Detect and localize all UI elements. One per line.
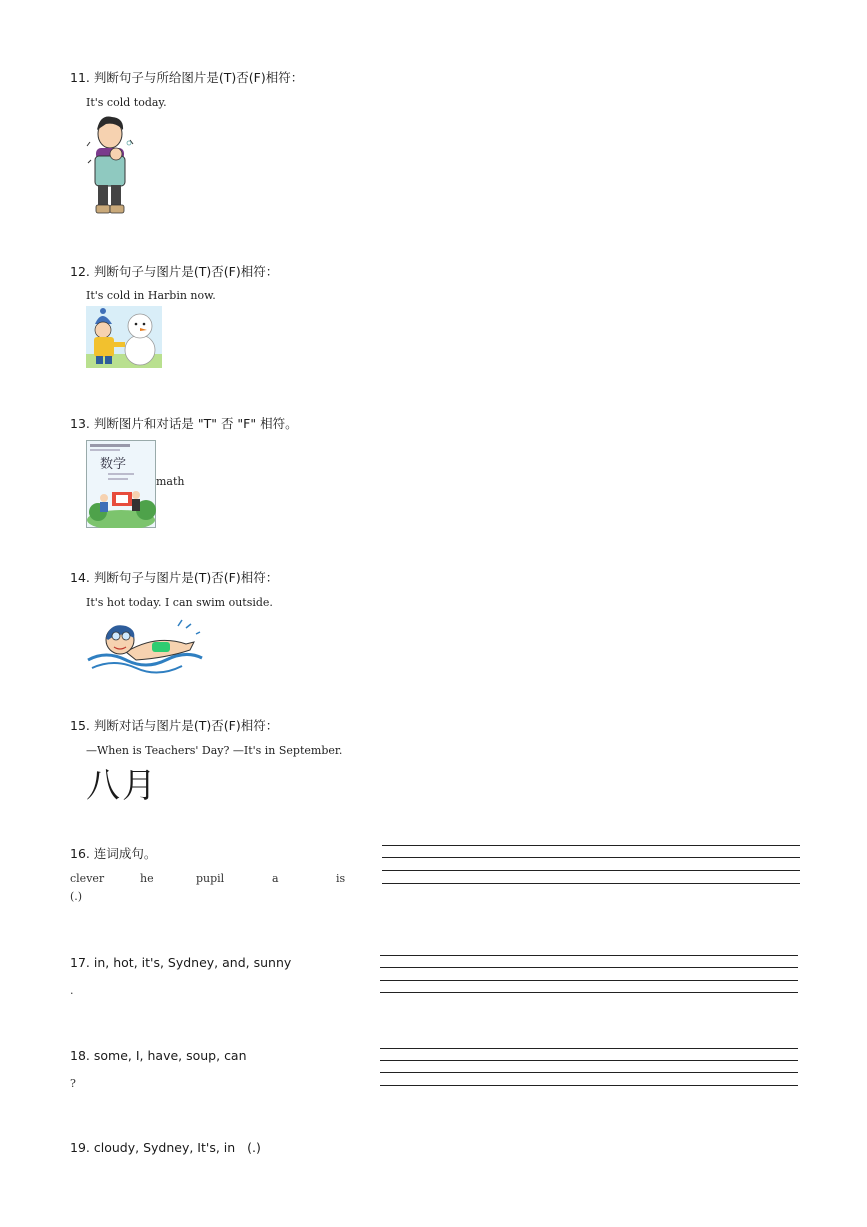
question-15-heading: 15. 判断对话与图片是(T)否(F)相符： xyxy=(70,718,279,733)
question-17-end: . xyxy=(70,984,74,997)
word-he: he xyxy=(140,872,154,885)
word-is: is xyxy=(336,872,346,885)
word-clever: clever xyxy=(70,872,105,885)
question-14-sentence: It's hot today. I can swim outside. xyxy=(86,596,273,609)
question-12-heading: 12. 判断句子与图片是(T)否(F)相符： xyxy=(70,264,279,279)
swimmer-icon xyxy=(86,614,204,676)
question-16-heading: 16. 连词成句。 xyxy=(70,846,157,861)
answer-lines-18[interactable] xyxy=(380,1048,798,1088)
question-19-heading: 19. cloudy, Sydney, It's, in (.) xyxy=(70,1140,261,1155)
word-pupil: pupil xyxy=(196,872,225,885)
question-11-sentence: It's cold today. xyxy=(86,96,167,109)
word-a: a xyxy=(272,872,279,885)
question-16-end: (.) xyxy=(70,890,83,903)
math-book-icon xyxy=(86,440,156,528)
question-13-label: math xyxy=(156,475,185,488)
question-11-heading: 11. 判断句子与所给图片是(T)否(F)相符： xyxy=(70,70,304,85)
svg-text:数学: 数学 xyxy=(100,457,127,472)
answer-lines-16[interactable] xyxy=(382,845,800,885)
answer-lines-17[interactable] xyxy=(380,955,798,995)
question-18-heading: 18. some, I, have, soup, can xyxy=(70,1048,247,1063)
question-15-sentence: —When is Teachers' Day? —It's in September. xyxy=(86,744,343,757)
question-14-heading: 14. 判断句子与图片是(T)否(F)相符： xyxy=(70,570,279,585)
question-18-end: ? xyxy=(70,1077,76,1090)
question-13-heading: 13. 判断图片和对话是 "T" 否 "F" 相符。 xyxy=(70,416,298,431)
month-image-text: 八月 xyxy=(86,766,158,806)
snowman-icon xyxy=(86,306,162,368)
question-17-heading: 17. in, hot, it's, Sydney, and, sunny xyxy=(70,955,292,970)
question-12-sentence: It's cold in Harbin now. xyxy=(86,289,216,302)
cold-boy-icon xyxy=(86,112,136,220)
